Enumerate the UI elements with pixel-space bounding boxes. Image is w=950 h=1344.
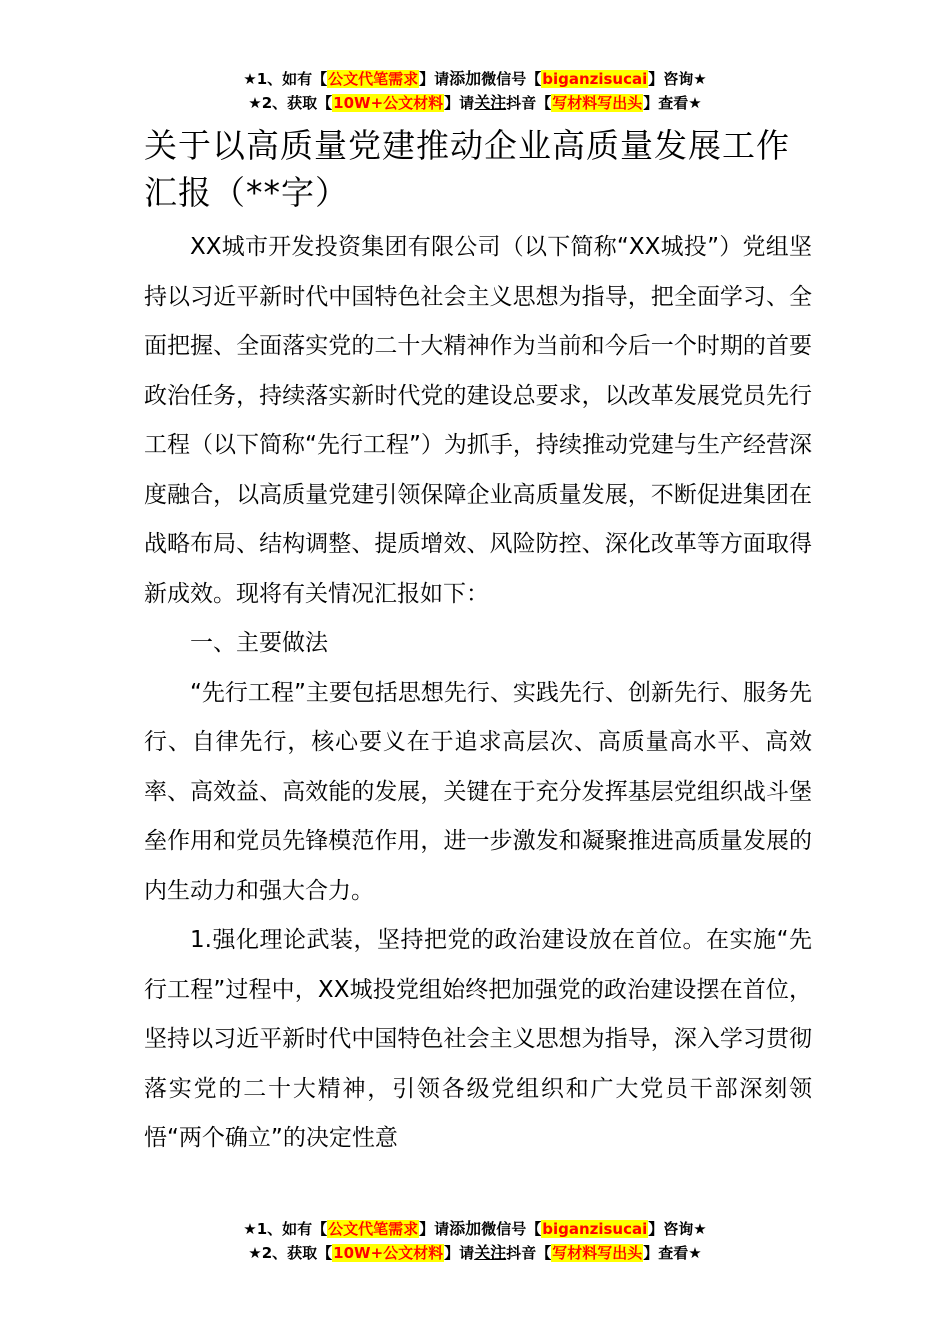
section-heading: 一、主要做法 — [190, 630, 328, 656]
document-body — [144, 223, 812, 1164]
header-banner-line-2: ★2、获取【10W+公文材料】请关注抖音【写材料写出头】查看★ — [248, 93, 702, 112]
highlight-materials: 10W+公文材料 — [333, 1244, 444, 1262]
star-icon: ★ — [693, 1220, 707, 1238]
header-banner-line-1: ★1、如有【公文代笔需求】请添加微信号【biganzisucai】咨询★ — [243, 69, 707, 88]
highlight-wechat-id: biganzisucai — [542, 70, 648, 88]
highlight-douyin-account: 写材料写出头 — [552, 94, 643, 112]
footer-banner-line-1: ★1、如有【公文代笔需求】请添加微信号【biganzisucai】咨询★ — [243, 1219, 707, 1238]
paragraph-item-1: 1.强化理论武装，坚持把党的政治建设放在首位。在实施“先行工程”过程中，XX城投党组始终把加强党的政治建设摆在首位，坚持以习近平新时代中国特色社会主义思想为指导，深入学习贯彻落实党的二十大精神，引领各级党组织和广大党员干部深刻领悟“两个确立”的决定性意 — [144, 927, 812, 1151]
highlight-materials: 10W+公文材料 — [333, 94, 444, 112]
highlight-wechat-id: biganzisucai — [542, 1220, 648, 1238]
document-title: 关于以高质量党建推动企业高质量发展工作汇报（**字） — [144, 126, 790, 212]
footer-banner — [0, 1218, 950, 1266]
star-icon: ★ — [243, 70, 257, 88]
paragraph-overview: “先行工程”主要包括思想先行、实践先行、创新先行、服务先行、自律先行，核心要义在于追求高层次、高质量高水平、高效率、高效益、高效能的发展，关键在于充分发挥基层党组织战斗堡垒作用和党员先锋模范作用，进一步激发和凝聚推进高质量发展的内生动力和强大合力。 — [144, 679, 812, 904]
star-icon: ★ — [693, 70, 707, 88]
footer-banner-line-2: ★2、获取【10W+公文材料】请关注抖音【写材料写出头】查看★ — [248, 1243, 702, 1262]
highlight-douyin-account: 写材料写出头 — [552, 1244, 643, 1262]
star-icon: ★ — [248, 94, 262, 112]
star-icon: ★ — [688, 1244, 702, 1262]
star-icon: ★ — [688, 94, 702, 112]
star-icon: ★ — [248, 1244, 262, 1262]
highlight-ghostwriting: 公文代笔需求 — [328, 1220, 419, 1238]
paragraph-intro: XX城市开发投资集团有限公司（以下简称“XX城投”）党组坚持以习近平新时代中国特色社会主义思想为指导，把全面学习、全面把握、全面落实党的二十大精神作为当前和今后一个时期的首要政治任务，持续落实新时代党的建设总要求，以改革发展党员先行工程（以下简称“先行工程”）为抓手，持续推动党建与生产经营深度融合，以高质量党建引领保障企业高质量发展，不断促进集团在战略布局、结构调整、提质增效、风险防控、深化改革等方面取得新成效。现将有关情况汇报如下： — [144, 234, 812, 607]
header-banner — [0, 68, 950, 116]
star-icon: ★ — [243, 1220, 257, 1238]
highlight-ghostwriting: 公文代笔需求 — [328, 70, 419, 88]
